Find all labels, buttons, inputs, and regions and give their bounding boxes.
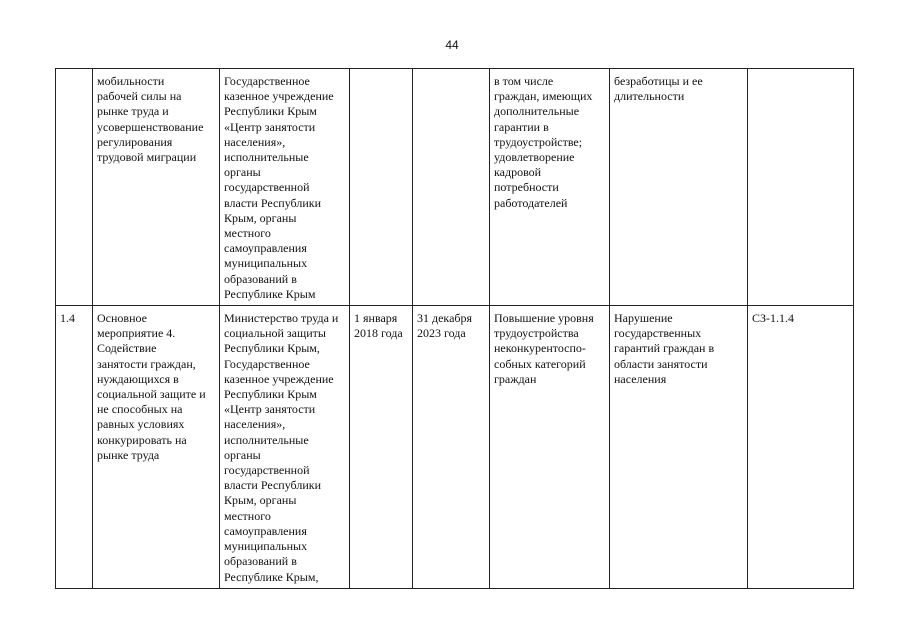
cell-expected-result: в том числе граждан, имеющих дополнительные гарантии в трудоустройстве; удовлетворение кадровой потребности работодателей [490,69,610,306]
table-row [56,69,854,306]
cell-start-date: 1 января 2018 года [350,306,413,589]
page-number: 44 [445,38,459,52]
cell-end-date [413,69,490,306]
cell-indicator-link [748,69,854,306]
cell-executor: Министерство труда и социальной защиты Республики Крым, Государственное казенное учреждение Республики Крым «Центр занятости населения», исполнительные органы государственной власти Республики Крым, органы местного самоуправления муниципальных образований в Республике Крым, [220,306,350,589]
cell-executor: Государственное казенное учреждение Республики Крым «Центр занятости населения», исполнительные органы государственной власти Республики Крым, органы местного самоуправления муниципальных образований в Республике Крым [220,69,350,306]
cell-number: 1.4 [56,306,93,589]
cell-indicator-link: СЗ-1.1.4 [748,306,854,589]
cell-activity: Основное мероприятие 4. Содействие занятости граждан, нуждающихся в социальной защите и не способных на равных условиях конкурировать на рынке труда [93,306,220,589]
cell-consequences: безработицы и ее длительности [610,69,748,306]
cell-end-date: 31 декабря 2023 года [413,306,490,589]
cell-consequences: Нарушение государственных гарантий граждан в области занятости населения [610,306,748,589]
cell-expected-result: Повышение уровня трудоустройства неконкурентоспо- собных категорий граждан [490,306,610,589]
table-row [56,306,854,589]
cell-start-date [350,69,413,306]
program-table [55,68,854,589]
cell-number [56,69,93,306]
cell-activity: мобильности рабочей силы на рынке труда и усовершенствование регулирования трудовой миграции [93,69,220,306]
